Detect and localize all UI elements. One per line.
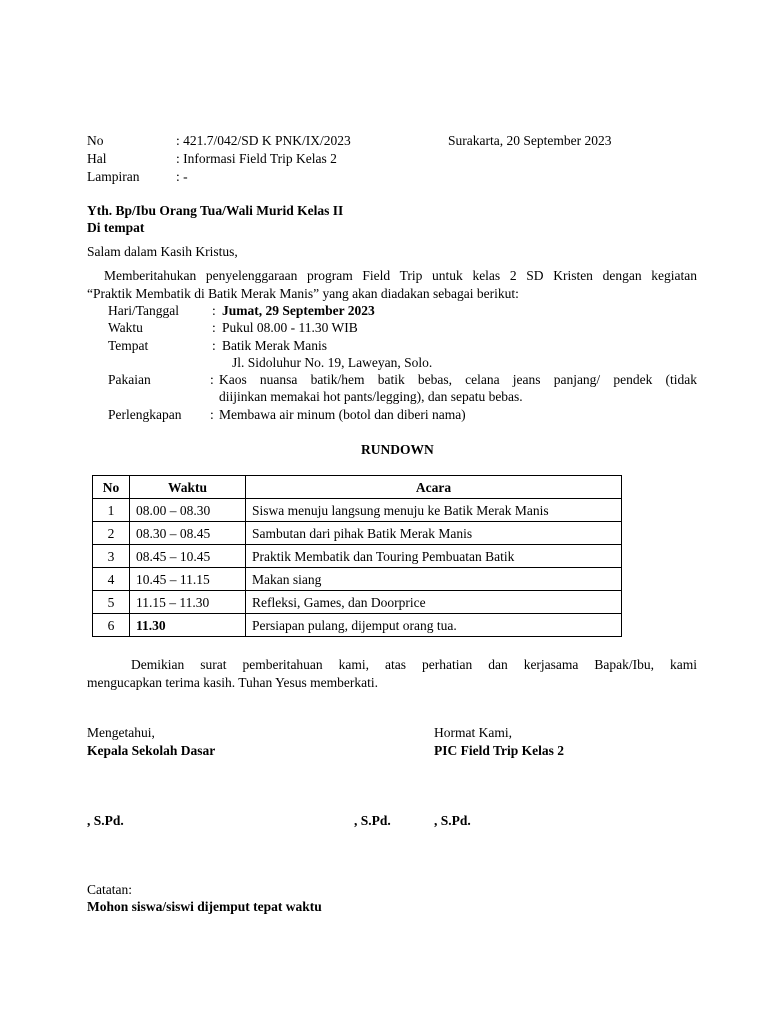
note-text: Mohon siswa/siswi dijemput tepat waktu xyxy=(87,899,322,914)
pic-title: PIC Field Trip Kelas 2 xyxy=(434,743,565,758)
time-value: Pukul 08.00 - 11.30 WIB xyxy=(222,320,358,335)
row-time: 11.15 – 11.30 xyxy=(130,591,246,614)
attachment-value: : - xyxy=(176,169,188,184)
dress-value-line-1: Kaos nuansa batik/hem batik bebas, celana jeans panjang/ pendek (tidak xyxy=(219,372,697,387)
table-row xyxy=(93,591,622,614)
dress-label: Pakaian xyxy=(108,372,151,387)
letter-number-value: : 421.7/042/SD K PNK/IX/2023 xyxy=(176,133,351,148)
place-value: Batik Merak Manis xyxy=(222,338,327,353)
rundown-table xyxy=(92,475,622,637)
row-event: Persiapan pulang, dijemput orang tua. xyxy=(246,614,622,637)
place-address: Jl. Sidoluhur No. 19, Laweyan, Solo. xyxy=(232,355,433,370)
column-header-event: Acara xyxy=(246,476,622,499)
table-row xyxy=(93,499,622,522)
row-no: 4 xyxy=(93,568,130,591)
table-header-row xyxy=(93,476,622,499)
dress-colon: : xyxy=(210,372,214,387)
equipment-label: Perlengkapan xyxy=(108,407,182,422)
row-event: Siswa menuju langsung menuju ke Batik Merak Manis xyxy=(246,499,622,522)
greeting: Salam dalam Kasih Kristus, xyxy=(87,244,238,259)
note-label: Catatan: xyxy=(87,882,132,897)
row-time: 08.00 – 08.30 xyxy=(130,499,246,522)
row-no: 1 xyxy=(93,499,130,522)
day-value: Jumat, 29 September 2023 xyxy=(222,303,375,318)
dress-value-line-2: diijinkan memakai hot pants/legging), dan sepatu bebas. xyxy=(219,389,523,404)
closing-line-1: Demikian surat pemberitahuan kami, atas perhatian dan kerjasama Bapak/Ibu, kami xyxy=(131,657,697,672)
day-label: Hari/Tanggal xyxy=(108,303,180,318)
equipment-colon: : xyxy=(210,407,214,422)
row-event: Praktik Membatik dan Touring Pembuatan Batik xyxy=(246,545,622,568)
row-event: Sambutan dari pihak Batik Merak Manis xyxy=(246,522,622,545)
regards-label: Hormat Kami, xyxy=(434,725,512,740)
equipment-value: Membawa air minum (botol dan diberi nama) xyxy=(219,407,466,422)
signature-name-3: , S.Pd. xyxy=(434,813,471,828)
intro-line-2: “Praktik Membatik di Batik Merak Manis” yang akan diadakan sebagai berikut: xyxy=(87,286,519,301)
time-colon: : xyxy=(212,320,216,335)
acknowledged-label: Mengetahui, xyxy=(87,725,155,740)
row-no: 2 xyxy=(93,522,130,545)
subject-label: Hal xyxy=(87,151,107,166)
attachment-label: Lampiran xyxy=(87,169,140,184)
table-row xyxy=(93,522,622,545)
row-time: 08.30 – 08.45 xyxy=(130,522,246,545)
rundown-title: RUNDOWN xyxy=(361,442,434,457)
addressee-line: Yth. Bp/Ibu Orang Tua/Wali Murid Kelas II xyxy=(87,203,344,218)
place-colon: : xyxy=(212,338,216,353)
row-no: 6 xyxy=(93,614,130,637)
table-row xyxy=(93,614,622,637)
principal-title: Kepala Sekolah Dasar xyxy=(87,743,216,758)
letter-number-label: No xyxy=(87,133,104,148)
row-event: Refleksi, Games, dan Doorprice xyxy=(246,591,622,614)
row-time: 10.45 – 11.15 xyxy=(130,568,246,591)
row-event: Makan siang xyxy=(246,568,622,591)
column-header-no: No xyxy=(93,476,130,499)
row-no: 3 xyxy=(93,545,130,568)
column-header-time: Waktu xyxy=(130,476,246,499)
row-time: 11.30 xyxy=(130,614,246,637)
subject-value: : Informasi Field Trip Kelas 2 xyxy=(176,151,337,166)
row-time: 08.45 – 10.45 xyxy=(130,545,246,568)
place-date: Surakarta, 20 September 2023 xyxy=(448,133,612,148)
time-label: Waktu xyxy=(108,320,143,335)
place-label: Tempat xyxy=(108,338,149,353)
intro-line-1: Memberitahukan penyelenggaraan program Field Trip untuk kelas 2 SD Kristen dengan kegiatan xyxy=(104,268,697,283)
table-row xyxy=(93,545,622,568)
day-colon: : xyxy=(212,303,216,318)
row-no: 5 xyxy=(93,591,130,614)
closing-line-2: mengucapkan terima kasih. Tuhan Yesus memberkati. xyxy=(87,675,378,690)
table-row xyxy=(93,568,622,591)
signature-name-2: , S.Pd. xyxy=(354,813,391,828)
signature-name-1: , S.Pd. xyxy=(87,813,124,828)
addressee-location: Di tempat xyxy=(87,220,145,235)
